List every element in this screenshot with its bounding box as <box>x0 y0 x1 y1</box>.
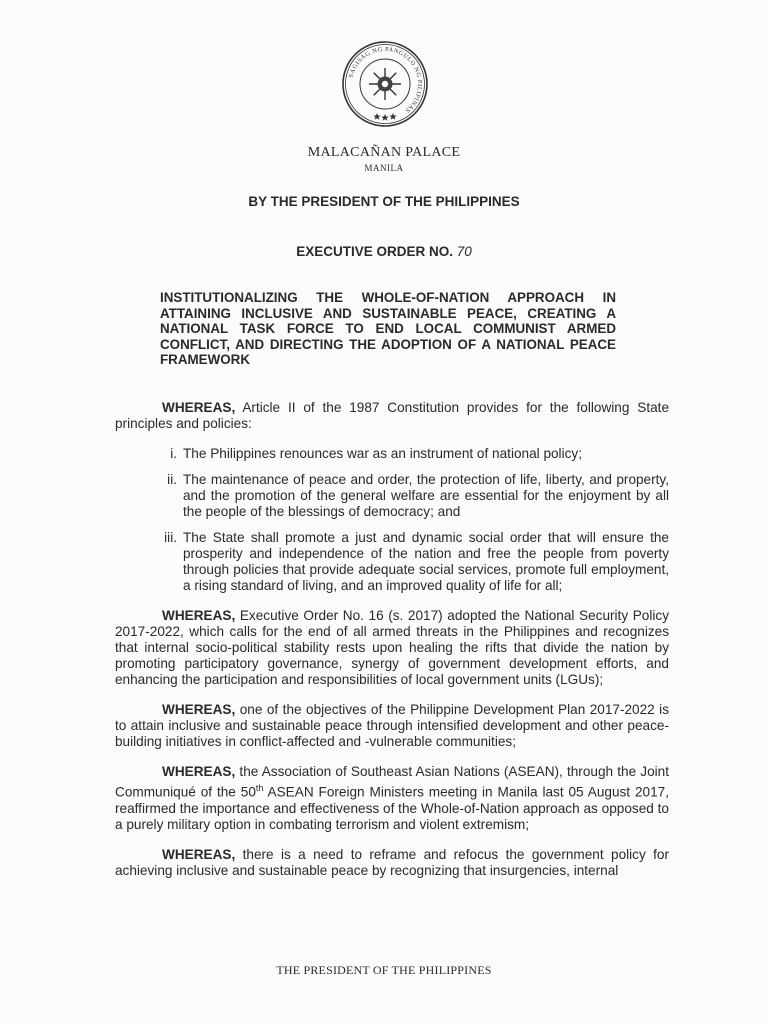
list-text: The State shall promote a just and dynamic social order that will ensure the prosperity and independence of the nation and free the people from poverty through policies that provide adequate social services, promote full employment, a rising standard of living, and an improved quality of life for all; <box>183 530 669 593</box>
whereas-lead: WHEREAS, <box>162 764 236 779</box>
list-item <box>115 472 669 520</box>
office-city: MANILA <box>364 163 404 173</box>
whereas-reframe <box>115 847 669 879</box>
eo-number: 70 <box>456 244 472 259</box>
list-item <box>115 530 669 594</box>
list-marker: ii. <box>167 472 177 487</box>
eo-label: EXECUTIVE ORDER NO. <box>296 244 453 259</box>
office-name: MALACAÑAN PALACE <box>307 145 461 160</box>
order-title: INSTITUTIONALIZING THE WHOLE-OF-NATION APPROACH IN ATTAINING INCLUSIVE AND SUSTAINABLE PEACE, CREATING A NATIONAL TASK FORCE TO END LOCAL COMMUNIST ARMED CONFLICT, AND DIRECTING THE ADOPTION OF A NATIONAL PEACE FRAMEWORK <box>160 290 616 367</box>
whereas-text: the Association of Southeast Asian Nations (ASEAN), through the Joint Communiqué of the 50 <box>115 764 669 800</box>
whereas-lead: WHEREAS, <box>162 400 236 415</box>
list-text: The Philippines renounces war as an instrument of national policy; <box>183 446 582 461</box>
whereas-lead: WHEREAS, <box>162 702 236 717</box>
whereas-security-policy <box>115 608 669 688</box>
page-footer: THE PRESIDENT OF THE PHILIPPINES <box>276 963 492 977</box>
principles-list <box>115 446 669 594</box>
whereas-text: one of the objectives of the Philippine Development Plan 2017-2022 is to attain inclusive and sustainable peace through intensified development and other peace-building initiatives in conflict-affected and -vulnerable communities; <box>115 702 669 749</box>
whereas-text: Article II of the 1987 Constitution provides for the following State principles and policies: <box>115 400 669 431</box>
whereas-text: Executive Order No. 16 (s. 2017) adopted the National Security Policy 2017-2022, which calls for the end of all armed threats in the Philippines and recognizes that internal socio-political stability rests upon healing the rifts that divide the nation by promoting participatory governance, synergy of government development efforts, and enhancing the participation and responsibilities of local government units (LGUs); <box>115 608 669 687</box>
presidential-seal <box>341 40 429 128</box>
whereas-text: there is a need to reframe and refocus the government policy for achieving inclusive and sustainable peace by recognizing that insurgencies, internal <box>115 846 669 878</box>
whereas-development-plan <box>115 702 669 750</box>
by-line: BY THE PRESIDENT OF THE PHILIPPINES <box>248 194 520 209</box>
list-marker: iii. <box>164 530 177 545</box>
list-marker: i. <box>170 446 177 461</box>
whereas-lead: WHEREAS, <box>162 608 236 623</box>
svg-text:SAGISAG NG PANGULO NG PILIPINA: SAGISAG NG PANGULO NG PILIPINAS <box>347 45 424 115</box>
list-text: The maintenance of peace and order, the protection of life, liberty, and property, and the promotion of the general welfare are essential for the enjoyment by all the people of the blessings of democracy; and <box>183 472 669 519</box>
executive-order-number <box>0 244 768 259</box>
whereas-lead: WHEREAS, <box>162 846 236 862</box>
list-item <box>115 446 669 462</box>
document-body <box>115 400 669 893</box>
whereas-constitution <box>115 400 669 432</box>
whereas-text-continued: ASEAN Foreign Ministers meeting in Manila last 05 August 2017, reaffirmed the importance and effectiveness of the Whole-of-Nation approach as opposed to a purely military option in combating terrorism and violent extremism; <box>115 784 669 832</box>
whereas-asean <box>115 764 669 833</box>
ordinal-suffix: th <box>255 783 264 793</box>
